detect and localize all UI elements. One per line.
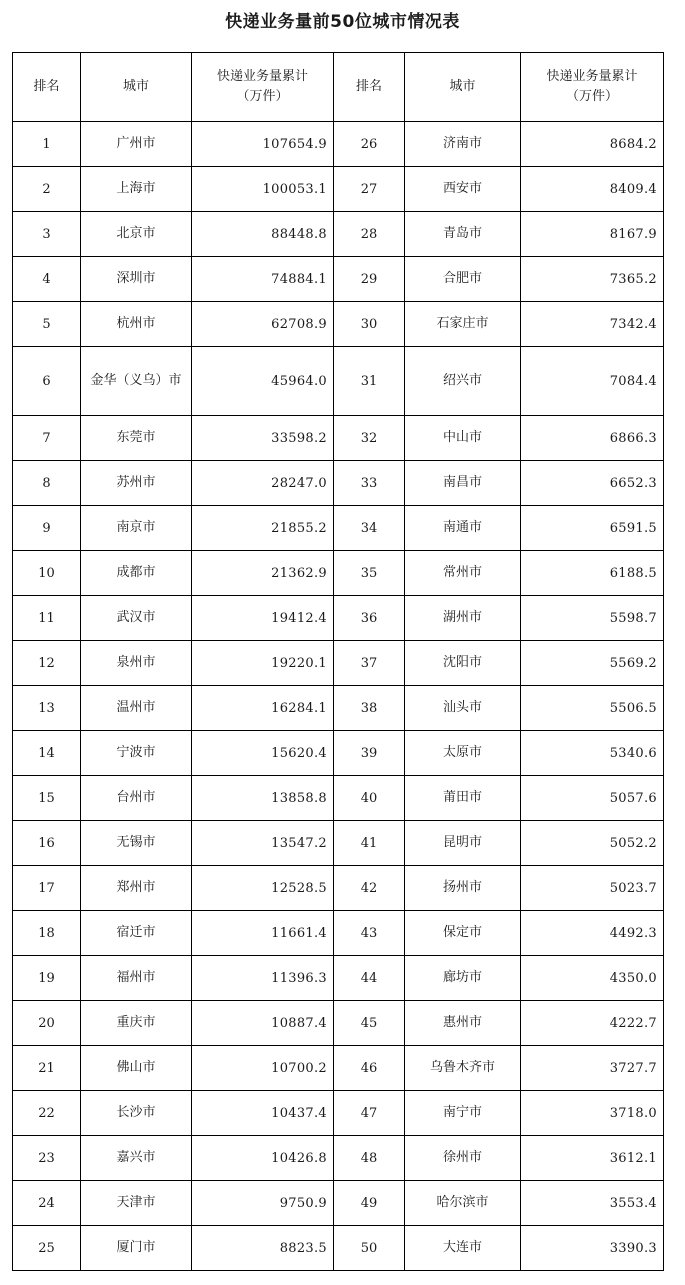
table-row: [13, 956, 664, 1001]
table-row: [13, 776, 664, 821]
volume-cell: 5057.6: [521, 776, 664, 821]
rank-cell: 24: [13, 1181, 81, 1226]
table-row: [13, 1091, 664, 1136]
rank-cell: 1: [13, 122, 81, 167]
city-cell: 武汉市: [81, 596, 192, 641]
rank-cell: 12: [13, 641, 81, 686]
volume-cell: 6652.3: [521, 461, 664, 506]
volume-cell: 3718.0: [521, 1091, 664, 1136]
header-volume-left: [192, 53, 334, 122]
city-cell: 南昌市: [405, 461, 521, 506]
rank-cell: 30: [334, 302, 405, 347]
header-volume-right: [521, 53, 664, 122]
volume-cell: 13547.2: [192, 821, 334, 866]
volume-cell: 8167.9: [521, 212, 664, 257]
table-row: [13, 1226, 664, 1271]
table-row: [13, 1136, 664, 1181]
volume-cell: 74884.1: [192, 257, 334, 302]
city-cell: 扬州市: [405, 866, 521, 911]
table-row: [13, 257, 664, 302]
rank-cell: 50: [334, 1226, 405, 1271]
city-cell: 大连市: [405, 1226, 521, 1271]
city-cell: 佛山市: [81, 1046, 192, 1091]
volume-cell: 3612.1: [521, 1136, 664, 1181]
volume-cell: 5506.5: [521, 686, 664, 731]
city-cell: 深圳市: [81, 257, 192, 302]
city-cell: 宿迁市: [81, 911, 192, 956]
volume-cell: 21855.2: [192, 506, 334, 551]
volume-cell: 10426.8: [192, 1136, 334, 1181]
city-cell: 西安市: [405, 167, 521, 212]
city-cell: 成都市: [81, 551, 192, 596]
table-row: [13, 416, 664, 461]
header-city-left: 城市: [81, 53, 192, 122]
rank-cell: 33: [334, 461, 405, 506]
volume-cell: 5340.6: [521, 731, 664, 776]
city-cell: 常州市: [405, 551, 521, 596]
rank-cell: 5: [13, 302, 81, 347]
volume-cell: 7084.4: [521, 347, 664, 416]
table-row: [13, 1046, 664, 1091]
table-row: [13, 1181, 664, 1226]
header-rank-left: 排名: [13, 53, 81, 122]
table-row: [13, 641, 664, 686]
volume-cell: 28247.0: [192, 461, 334, 506]
city-cell: 郑州市: [81, 866, 192, 911]
city-cell: 重庆市: [81, 1001, 192, 1046]
table-row: [13, 347, 664, 416]
volume-cell: 88448.8: [192, 212, 334, 257]
volume-cell: 13858.8: [192, 776, 334, 821]
volume-cell: 6866.3: [521, 416, 664, 461]
volume-cell: 11396.3: [192, 956, 334, 1001]
table-row: [13, 731, 664, 776]
city-cell: 天津市: [81, 1181, 192, 1226]
city-cell: 长沙市: [81, 1091, 192, 1136]
volume-cell: 5052.2: [521, 821, 664, 866]
rank-cell: 18: [13, 911, 81, 956]
city-cell: 石家庄市: [405, 302, 521, 347]
rank-cell: 4: [13, 257, 81, 302]
rank-cell: 31: [334, 347, 405, 416]
table-row: [13, 551, 664, 596]
rank-cell: 40: [334, 776, 405, 821]
volume-cell: 21362.9: [192, 551, 334, 596]
volume-cell: 33598.2: [192, 416, 334, 461]
volume-cell: 6188.5: [521, 551, 664, 596]
rank-cell: 7: [13, 416, 81, 461]
volume-cell: 15620.4: [192, 731, 334, 776]
city-cell: 南京市: [81, 506, 192, 551]
rank-cell: 36: [334, 596, 405, 641]
city-cell: 昆明市: [405, 821, 521, 866]
city-cell: 太原市: [405, 731, 521, 776]
rank-cell: 9: [13, 506, 81, 551]
city-cell: 惠州市: [405, 1001, 521, 1046]
rank-cell: 49: [334, 1181, 405, 1226]
express-ranking-table: [12, 52, 664, 1271]
volume-cell: 8823.5: [192, 1226, 334, 1271]
city-cell: 湖州市: [405, 596, 521, 641]
volume-cell: 3390.3: [521, 1226, 664, 1271]
volume-cell: 7342.4: [521, 302, 664, 347]
city-cell: 汕头市: [405, 686, 521, 731]
document-title: 快递业务量前50位城市情况表: [225, 12, 460, 32]
city-cell: 苏州市: [81, 461, 192, 506]
rank-cell: 13: [13, 686, 81, 731]
city-cell: 绍兴市: [405, 347, 521, 416]
volume-cell: 8409.4: [521, 167, 664, 212]
rank-cell: 37: [334, 641, 405, 686]
city-cell: 嘉兴市: [81, 1136, 192, 1181]
rank-cell: 3: [13, 212, 81, 257]
rank-cell: 47: [334, 1091, 405, 1136]
rank-cell: 10: [13, 551, 81, 596]
rank-cell: 32: [334, 416, 405, 461]
volume-cell: 8684.2: [521, 122, 664, 167]
table-body: [13, 122, 664, 1271]
volume-cell: 19220.1: [192, 641, 334, 686]
city-cell: 徐州市: [405, 1136, 521, 1181]
city-cell: 温州市: [81, 686, 192, 731]
rank-cell: 34: [334, 506, 405, 551]
table-row: [13, 122, 664, 167]
header-volume-line2: （万件）: [236, 89, 289, 104]
volume-cell: 10437.4: [192, 1091, 334, 1136]
city-cell: 厦门市: [81, 1226, 192, 1271]
city-cell: 广州市: [81, 122, 192, 167]
table-row: [13, 1001, 664, 1046]
city-cell: 台州市: [81, 776, 192, 821]
volume-cell: 107654.9: [192, 122, 334, 167]
city-cell: 金华（义乌）市: [81, 347, 192, 416]
rank-cell: 45: [334, 1001, 405, 1046]
rank-cell: 26: [334, 122, 405, 167]
volume-cell: 5569.2: [521, 641, 664, 686]
city-cell: 乌鲁木齐市: [405, 1046, 521, 1091]
rank-cell: 11: [13, 596, 81, 641]
volume-cell: 7365.2: [521, 257, 664, 302]
rank-cell: 28: [334, 212, 405, 257]
city-cell: 北京市: [81, 212, 192, 257]
table-row: [13, 596, 664, 641]
table-header-row: [13, 53, 664, 122]
header-rank-right: 排名: [334, 53, 405, 122]
city-cell: 杭州市: [81, 302, 192, 347]
rank-cell: 22: [13, 1091, 81, 1136]
volume-cell: 12528.5: [192, 866, 334, 911]
rank-cell: 2: [13, 167, 81, 212]
city-cell: 上海市: [81, 167, 192, 212]
table-row: [13, 302, 664, 347]
city-cell: 宁波市: [81, 731, 192, 776]
rank-cell: 16: [13, 821, 81, 866]
rank-cell: 14: [13, 731, 81, 776]
table-row: [13, 821, 664, 866]
volume-cell: 3553.4: [521, 1181, 664, 1226]
header-city-right: 城市: [405, 53, 521, 122]
header-volume-line2: （万件）: [565, 89, 618, 104]
city-cell: 福州市: [81, 956, 192, 1001]
volume-cell: 4492.3: [521, 911, 664, 956]
city-cell: 南宁市: [405, 1091, 521, 1136]
rank-cell: 25: [13, 1226, 81, 1271]
volume-cell: 3727.7: [521, 1046, 664, 1091]
city-cell: 保定市: [405, 911, 521, 956]
rank-cell: 46: [334, 1046, 405, 1091]
rank-cell: 17: [13, 866, 81, 911]
header-volume-line1: 快递业务量累计: [546, 69, 638, 84]
city-cell: 泉州市: [81, 641, 192, 686]
rank-cell: 48: [334, 1136, 405, 1181]
rank-cell: 39: [334, 731, 405, 776]
volume-cell: 11661.4: [192, 911, 334, 956]
volume-cell: 16284.1: [192, 686, 334, 731]
city-cell: 中山市: [405, 416, 521, 461]
rank-cell: 6: [13, 347, 81, 416]
rank-cell: 27: [334, 167, 405, 212]
volume-cell: 100053.1: [192, 167, 334, 212]
city-cell: 哈尔滨市: [405, 1181, 521, 1226]
table-row: [13, 686, 664, 731]
volume-cell: 10700.2: [192, 1046, 334, 1091]
rank-cell: 21: [13, 1046, 81, 1091]
rank-cell: 41: [334, 821, 405, 866]
rank-cell: 19: [13, 956, 81, 1001]
rank-cell: 23: [13, 1136, 81, 1181]
city-cell: 济南市: [405, 122, 521, 167]
city-cell: 合肥市: [405, 257, 521, 302]
city-cell: 南通市: [405, 506, 521, 551]
rank-cell: 8: [13, 461, 81, 506]
city-cell: 无锡市: [81, 821, 192, 866]
table-row: [13, 911, 664, 956]
city-cell: 沈阳市: [405, 641, 521, 686]
volume-cell: 19412.4: [192, 596, 334, 641]
header-volume-line1: 快递业务量累计: [216, 69, 308, 84]
table-row: [13, 212, 664, 257]
table-row: [13, 167, 664, 212]
table-row: [13, 461, 664, 506]
volume-cell: 6591.5: [521, 506, 664, 551]
rank-cell: 15: [13, 776, 81, 821]
volume-cell: 45964.0: [192, 347, 334, 416]
rank-cell: 38: [334, 686, 405, 731]
rank-cell: 35: [334, 551, 405, 596]
rank-cell: 44: [334, 956, 405, 1001]
table-row: [13, 506, 664, 551]
rank-cell: 42: [334, 866, 405, 911]
volume-cell: 62708.9: [192, 302, 334, 347]
rank-cell: 29: [334, 257, 405, 302]
volume-cell: 4350.0: [521, 956, 664, 1001]
volume-cell: 10887.4: [192, 1001, 334, 1046]
rank-cell: 20: [13, 1001, 81, 1046]
volume-cell: 5598.7: [521, 596, 664, 641]
volume-cell: 5023.7: [521, 866, 664, 911]
city-cell: 莆田市: [405, 776, 521, 821]
city-cell: 青岛市: [405, 212, 521, 257]
table-row: [13, 866, 664, 911]
rank-cell: 43: [334, 911, 405, 956]
city-cell: 东莞市: [81, 416, 192, 461]
volume-cell: 9750.9: [192, 1181, 334, 1226]
volume-cell: 4222.7: [521, 1001, 664, 1046]
city-cell: 廊坊市: [405, 956, 521, 1001]
